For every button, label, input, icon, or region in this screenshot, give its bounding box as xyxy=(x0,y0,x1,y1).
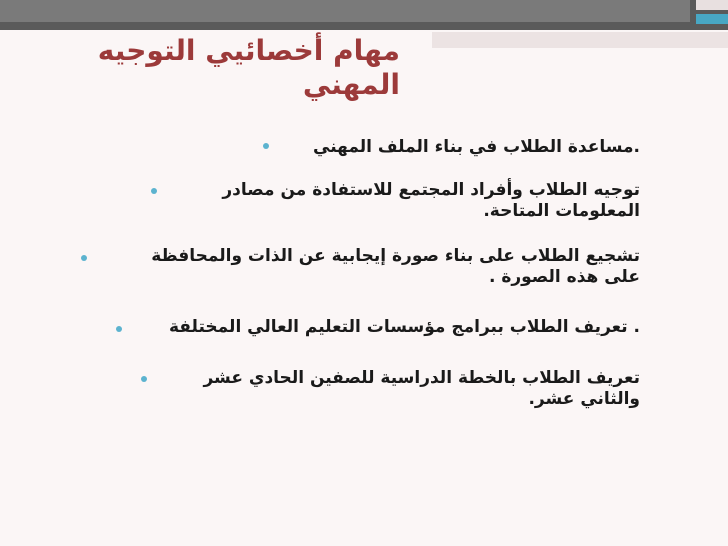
bullet-item-2: توجيه الطلاب وأفراد المجتمع للاستفادة من مصادر المعلومات المتاحة. xyxy=(222,180,640,221)
bullet-marker xyxy=(116,326,122,332)
bullet-item-5: تعريف الطلاب بالخطة الدراسية للصفين الحادي عشر والثاني عشر. xyxy=(203,368,640,409)
bullet-item-3: تشجيع الطلاب على بناء صورة إيجابية عن الذات والمحافظة على هذه الصورة . xyxy=(151,246,640,287)
bullet-item-1: .مساعدة الطلاب في بناء الملف المهني xyxy=(313,137,640,157)
bullet-marker xyxy=(263,143,269,149)
bullet-marker xyxy=(151,188,157,194)
bullet-marker xyxy=(81,255,87,261)
bullet-item-4: . تعريف الطلاب ببرامج مؤسسات التعليم العالي المختلفة xyxy=(168,317,640,337)
slide-title: مهام أخصائيي التوجيه المهني xyxy=(97,34,400,101)
bullet-marker xyxy=(141,376,147,382)
